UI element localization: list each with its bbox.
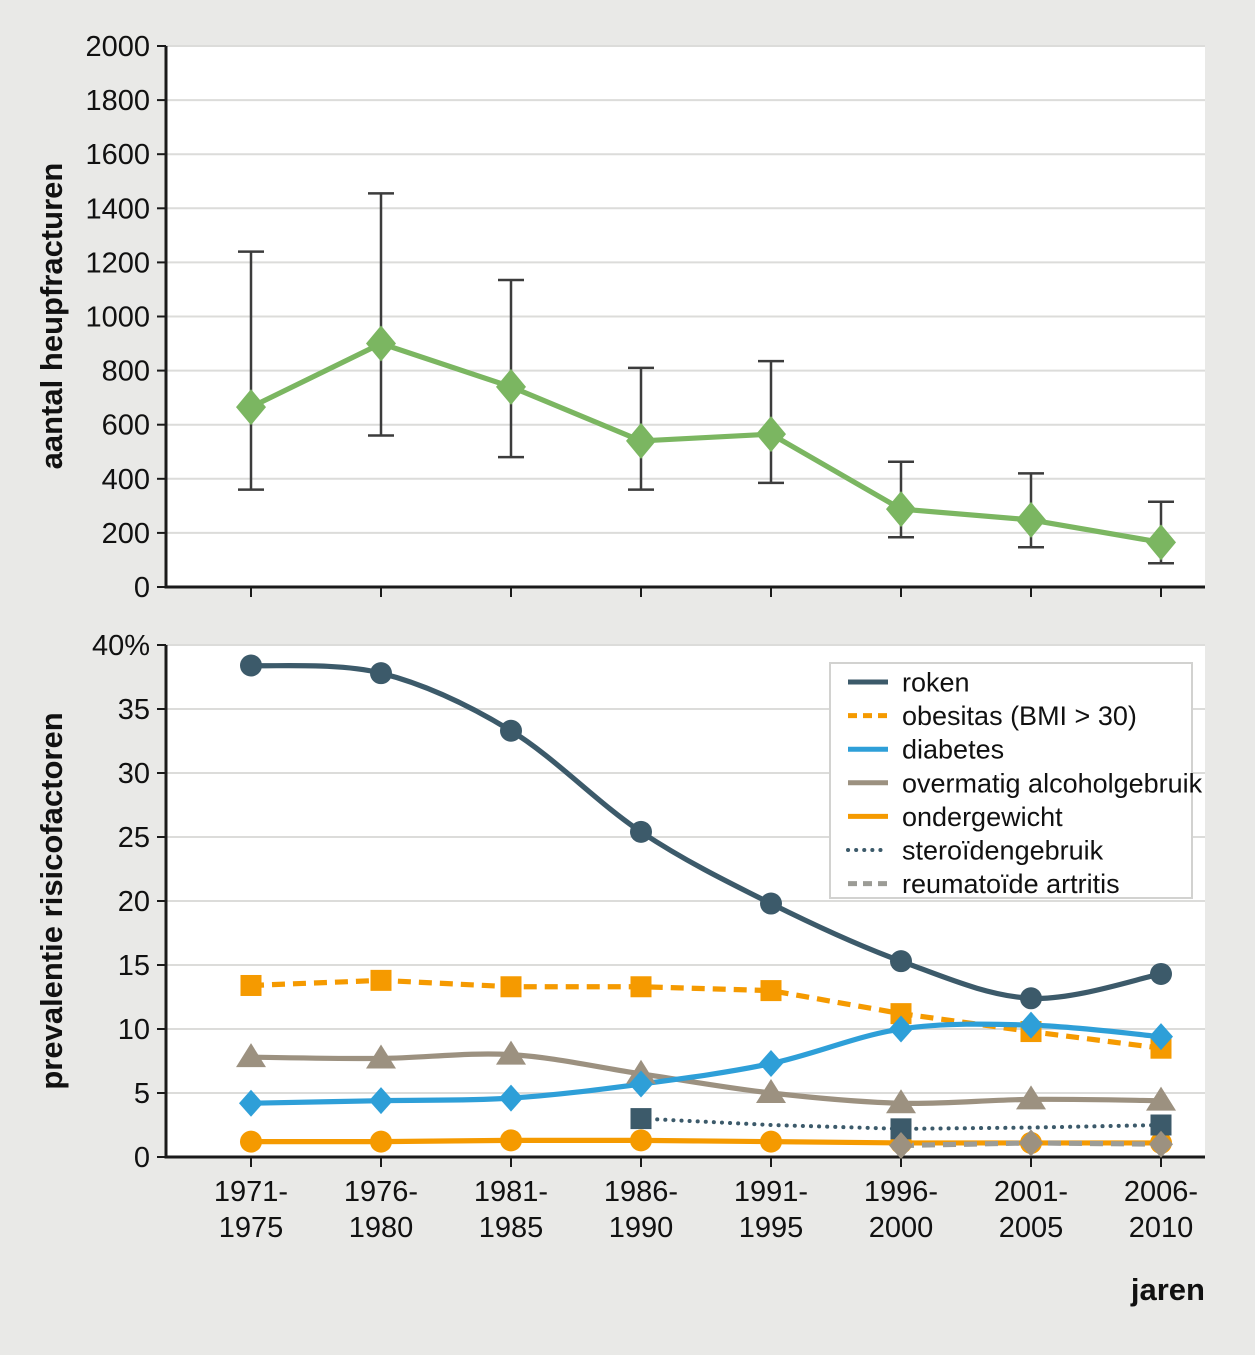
marker-circle (760, 1131, 782, 1153)
y-axis (92, 630, 166, 1174)
legend-label: diabetes (902, 734, 1005, 765)
marker-circle (240, 654, 262, 676)
marker-square (241, 975, 262, 996)
marker-square (761, 980, 782, 1001)
y-tick-label: 15 (117, 950, 150, 982)
x-tick-label: 1996-2000 (863, 1176, 939, 1244)
y-tick-label: 30 (117, 758, 150, 790)
legend-label: ondergewicht (902, 801, 1063, 832)
y-tick-label: 20 (117, 886, 150, 918)
marker-circle (890, 950, 912, 972)
hip-fractures-chart (85, 31, 1205, 604)
marker-circle (630, 1129, 652, 1151)
y-tick-label: 1400 (85, 193, 150, 226)
y-tick-label: 600 (101, 409, 150, 442)
x-axis-title: jaren (1130, 1272, 1205, 1307)
marker-square (501, 976, 522, 997)
x-tick-label: 1986-1990 (603, 1176, 679, 1244)
x-tick-label: 1991-1995 (733, 1176, 809, 1244)
legend-item-overmatig-alcoholgebruik (848, 768, 1203, 798)
marker-circle (1150, 963, 1172, 985)
legend-label: obesitas (BMI > 30) (902, 701, 1137, 732)
legend-label: roken (902, 667, 970, 698)
top-y-axis-title: aantal heupfracturen (34, 162, 69, 470)
marker-circle (760, 893, 782, 915)
x-tick-label: 1981-1985 (473, 1176, 549, 1244)
x-tick-label: 2001-2005 (993, 1176, 1069, 1244)
y-tick-label: 0 (133, 572, 150, 604)
y-tick-label: 25 (117, 822, 150, 854)
legend-label: reumatoïde artritis (902, 869, 1120, 900)
x-tick-label: 2006-2010 (1123, 1176, 1199, 1244)
legend-label: overmatig alcoholgebruik (902, 768, 1203, 799)
x-axis (214, 1157, 1198, 1244)
bottom-y-axis-title: prevalentie risicofactoren (34, 712, 69, 1090)
y-tick-label: 0 (133, 1142, 150, 1174)
marker-circle (240, 1131, 262, 1153)
y-tick-label: 2000 (85, 31, 150, 63)
y-tick-label: 10 (117, 1014, 150, 1046)
y-tick-label: 35 (117, 694, 150, 726)
risk-factors-chart (92, 630, 1205, 1244)
y-tick-label: 800 (101, 355, 150, 388)
marker-square (371, 970, 392, 991)
marker-circle (1020, 987, 1042, 1009)
y-tick-label: 1800 (85, 85, 150, 118)
marker-square (631, 1108, 652, 1129)
y-tick-label: 200 (101, 517, 150, 550)
x-tick-label: 1971-1975 (213, 1176, 289, 1244)
marker-circle (630, 821, 652, 843)
marker-circle (500, 720, 522, 742)
legend (830, 663, 1203, 899)
y-axis (85, 31, 166, 604)
marker-square (631, 976, 652, 997)
y-tick-label: 40% (91, 630, 150, 662)
y-tick-label: 5 (133, 1078, 150, 1110)
marker-circle (370, 662, 392, 684)
marker-circle (370, 1131, 392, 1153)
x-tick-label: 1976-1980 (343, 1176, 419, 1244)
y-tick-label: 1000 (85, 301, 150, 334)
marker-circle (500, 1129, 522, 1151)
legend-label: steroïdengebruik (902, 835, 1104, 866)
y-tick-label: 400 (101, 463, 150, 496)
y-tick-label: 1600 (85, 139, 150, 172)
y-tick-label: 1200 (85, 247, 150, 280)
